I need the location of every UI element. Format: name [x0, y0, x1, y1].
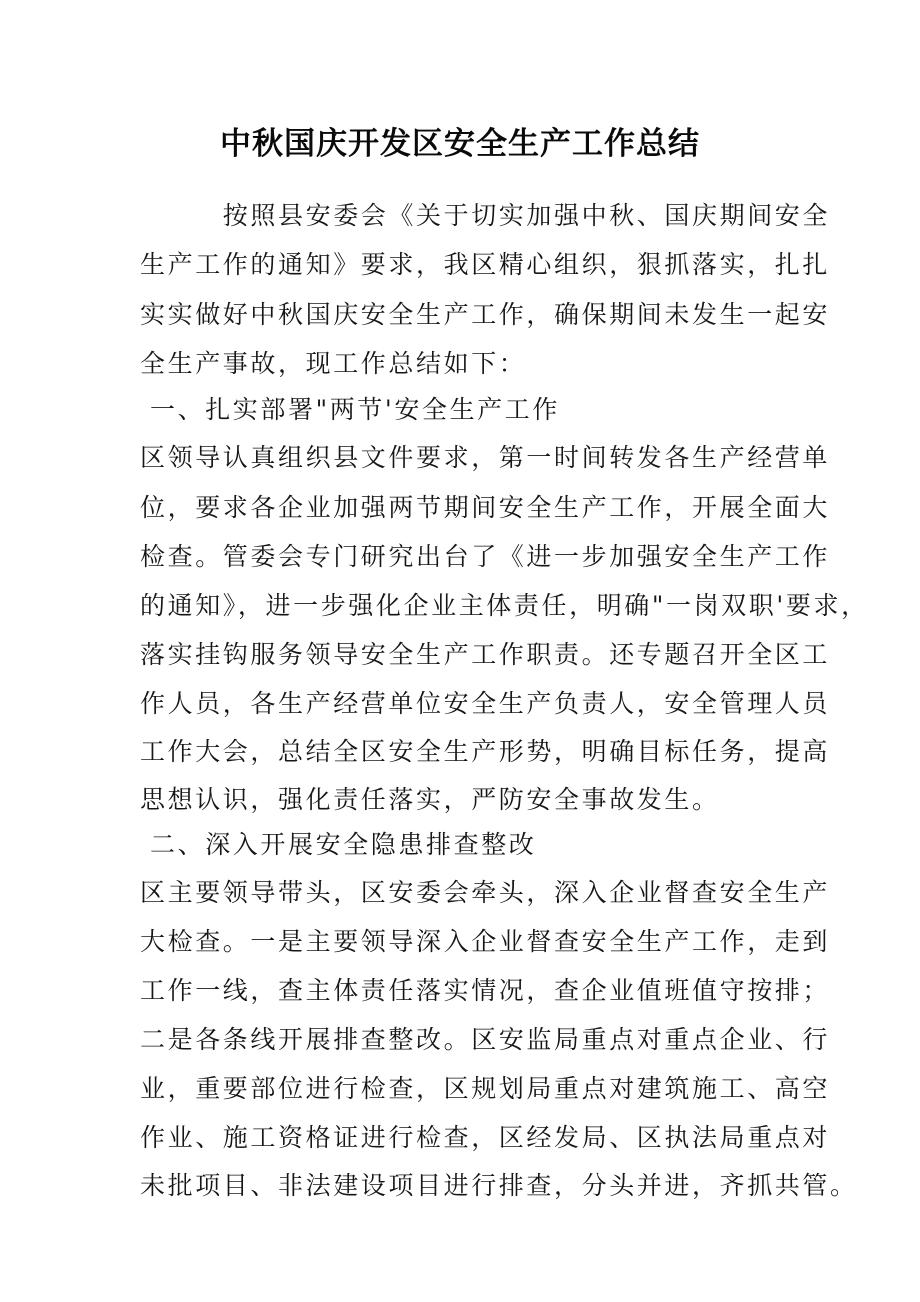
section-1-line-6: 作人员，各生产经营单位安全生产负责人，安全管理人员 [140, 689, 831, 718]
section-2-heading: 二、深入开展安全隐患排查整改 [150, 830, 537, 859]
section-1-heading: 一、扎实部署"两节'安全生产工作 [150, 395, 560, 424]
section-2-line-4: 二是各条线开展排查整改。区安监局重点对重点企业、行 [140, 1025, 831, 1054]
section-1-line-5: 落实挂钩服务领导安全生产工作职责。还专题召开全区工 [140, 640, 831, 669]
section-2-line-1: 区主要领导带头，区安委会牵头，深入企业督查安全生产 [140, 878, 831, 907]
section-1-line-2: 位，要求各企业加强两节期间安全生产工作，开展全面大 [140, 493, 831, 522]
intro-line-3: 实实做好中秋国庆安全生产工作，确保期间未发生一起安 [140, 300, 831, 329]
intro-line-2: 生产工作的通知》要求，我区精心组织，狠抓落实，扎扎 [140, 250, 831, 279]
section-2-line-3: 工作一线，查主体责任落实情况，查企业值班值守按排； [140, 976, 831, 1005]
section-2-line-2: 大检查。一是主要领导深入企业督查安全生产工作，走到 [140, 927, 831, 956]
section-1-line-4: 的通知》，进一步强化企业主体责任，明确"一岗双职'要求， [140, 591, 869, 620]
section-1-line-3: 检查。管委会专门研究出台了《进一步加强安全生产工作 [140, 542, 831, 571]
intro-line-1: 按照县安委会《关于切实加强中秋、国庆期间安全 [140, 201, 831, 230]
section-1-line-1: 区领导认真组织县文件要求，第一时间转发各生产经营单 [140, 443, 831, 472]
section-1-line-8: 思想认识，强化责任落实，严防安全事故发生。 [140, 785, 720, 814]
section-1-line-7: 工作大会，总结全区安全生产形势，明确目标任务，提高 [140, 737, 831, 766]
section-2-line-5: 业，重要部位进行检查，区规划局重点对建筑施工、高空 [140, 1074, 831, 1103]
section-2-line-6: 作业、施工资格证进行检查，区经发局、区执法局重点对 [140, 1123, 831, 1152]
document-title: 中秋国庆开发区安全生产工作总结 [220, 126, 700, 162]
intro-line-4: 全生产事故，现工作总结如下： [140, 349, 527, 378]
section-2-line-7: 未批项目、非法建设项目进行排查，分头并进，齐抓共管。 [140, 1171, 858, 1200]
